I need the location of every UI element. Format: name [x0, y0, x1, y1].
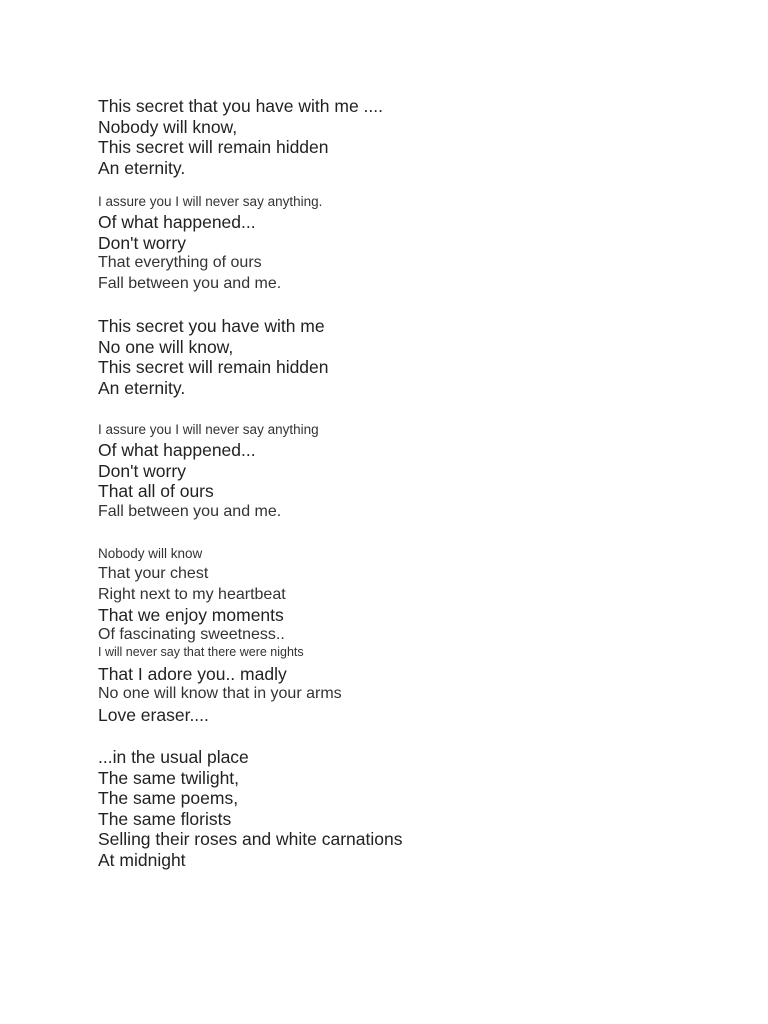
poem-line: Of fascinating sweetness.. [98, 625, 285, 643]
poem-line: That everything of ours [98, 254, 262, 271]
poem-line: This secret will remain hidden [98, 357, 329, 377]
poem-line: The same florists [98, 808, 232, 829]
poem-line: This secret you have with me [98, 316, 325, 336]
stanza-6 [98, 747, 718, 870]
poem-line: Fall between you and me. [98, 502, 282, 520]
stanza-4 [98, 420, 718, 522]
poem-line: I assure you I will never say anything. [98, 194, 323, 209]
poem-line: Don't worry [98, 232, 186, 253]
poem-line: I will never say that there were nights [98, 644, 304, 659]
stanza-3 [98, 316, 718, 398]
poem-line: Love eraser.... [98, 704, 209, 725]
poem-line: I assure you I will never say anything [98, 422, 319, 437]
poem-line: Of what happened... [98, 440, 256, 460]
poem-line: No one will know, [98, 336, 234, 357]
poem-line: That we enjoy moments [98, 605, 284, 625]
poem-document [98, 96, 718, 870]
poem-line: Nobody will know, [98, 116, 238, 137]
poem-line: That I adore you.. madly [98, 663, 287, 684]
poem-line: Right next to my heartbeat [98, 585, 286, 603]
poem-line: No one will know that in your arms [98, 685, 342, 702]
poem-line: Of what happened... [98, 212, 256, 232]
poem-line: Fall between you and me. [98, 274, 282, 292]
poem-line: That your chest [98, 565, 209, 582]
poem-line: The same twilight, [98, 767, 240, 788]
stanza-5 [98, 544, 718, 725]
poem-line: That all of ours [98, 481, 214, 501]
stanza-1 [98, 96, 718, 178]
poem-line: The same poems, [98, 788, 239, 808]
poem-line: ...in the usual place [98, 747, 249, 767]
poem-line: At midnight [98, 849, 186, 870]
poem-line: This secret that you have with me .... [98, 96, 383, 116]
poem-line: Nobody will know [98, 546, 203, 561]
poem-line: An eternity. [98, 377, 186, 398]
poem-line: Selling their roses and white carnations [98, 829, 403, 849]
poem-line: An eternity. [98, 157, 186, 178]
stanza-2 [98, 192, 718, 294]
poem-line: This secret will remain hidden [98, 137, 329, 157]
poem-line: Don't worry [98, 460, 186, 481]
